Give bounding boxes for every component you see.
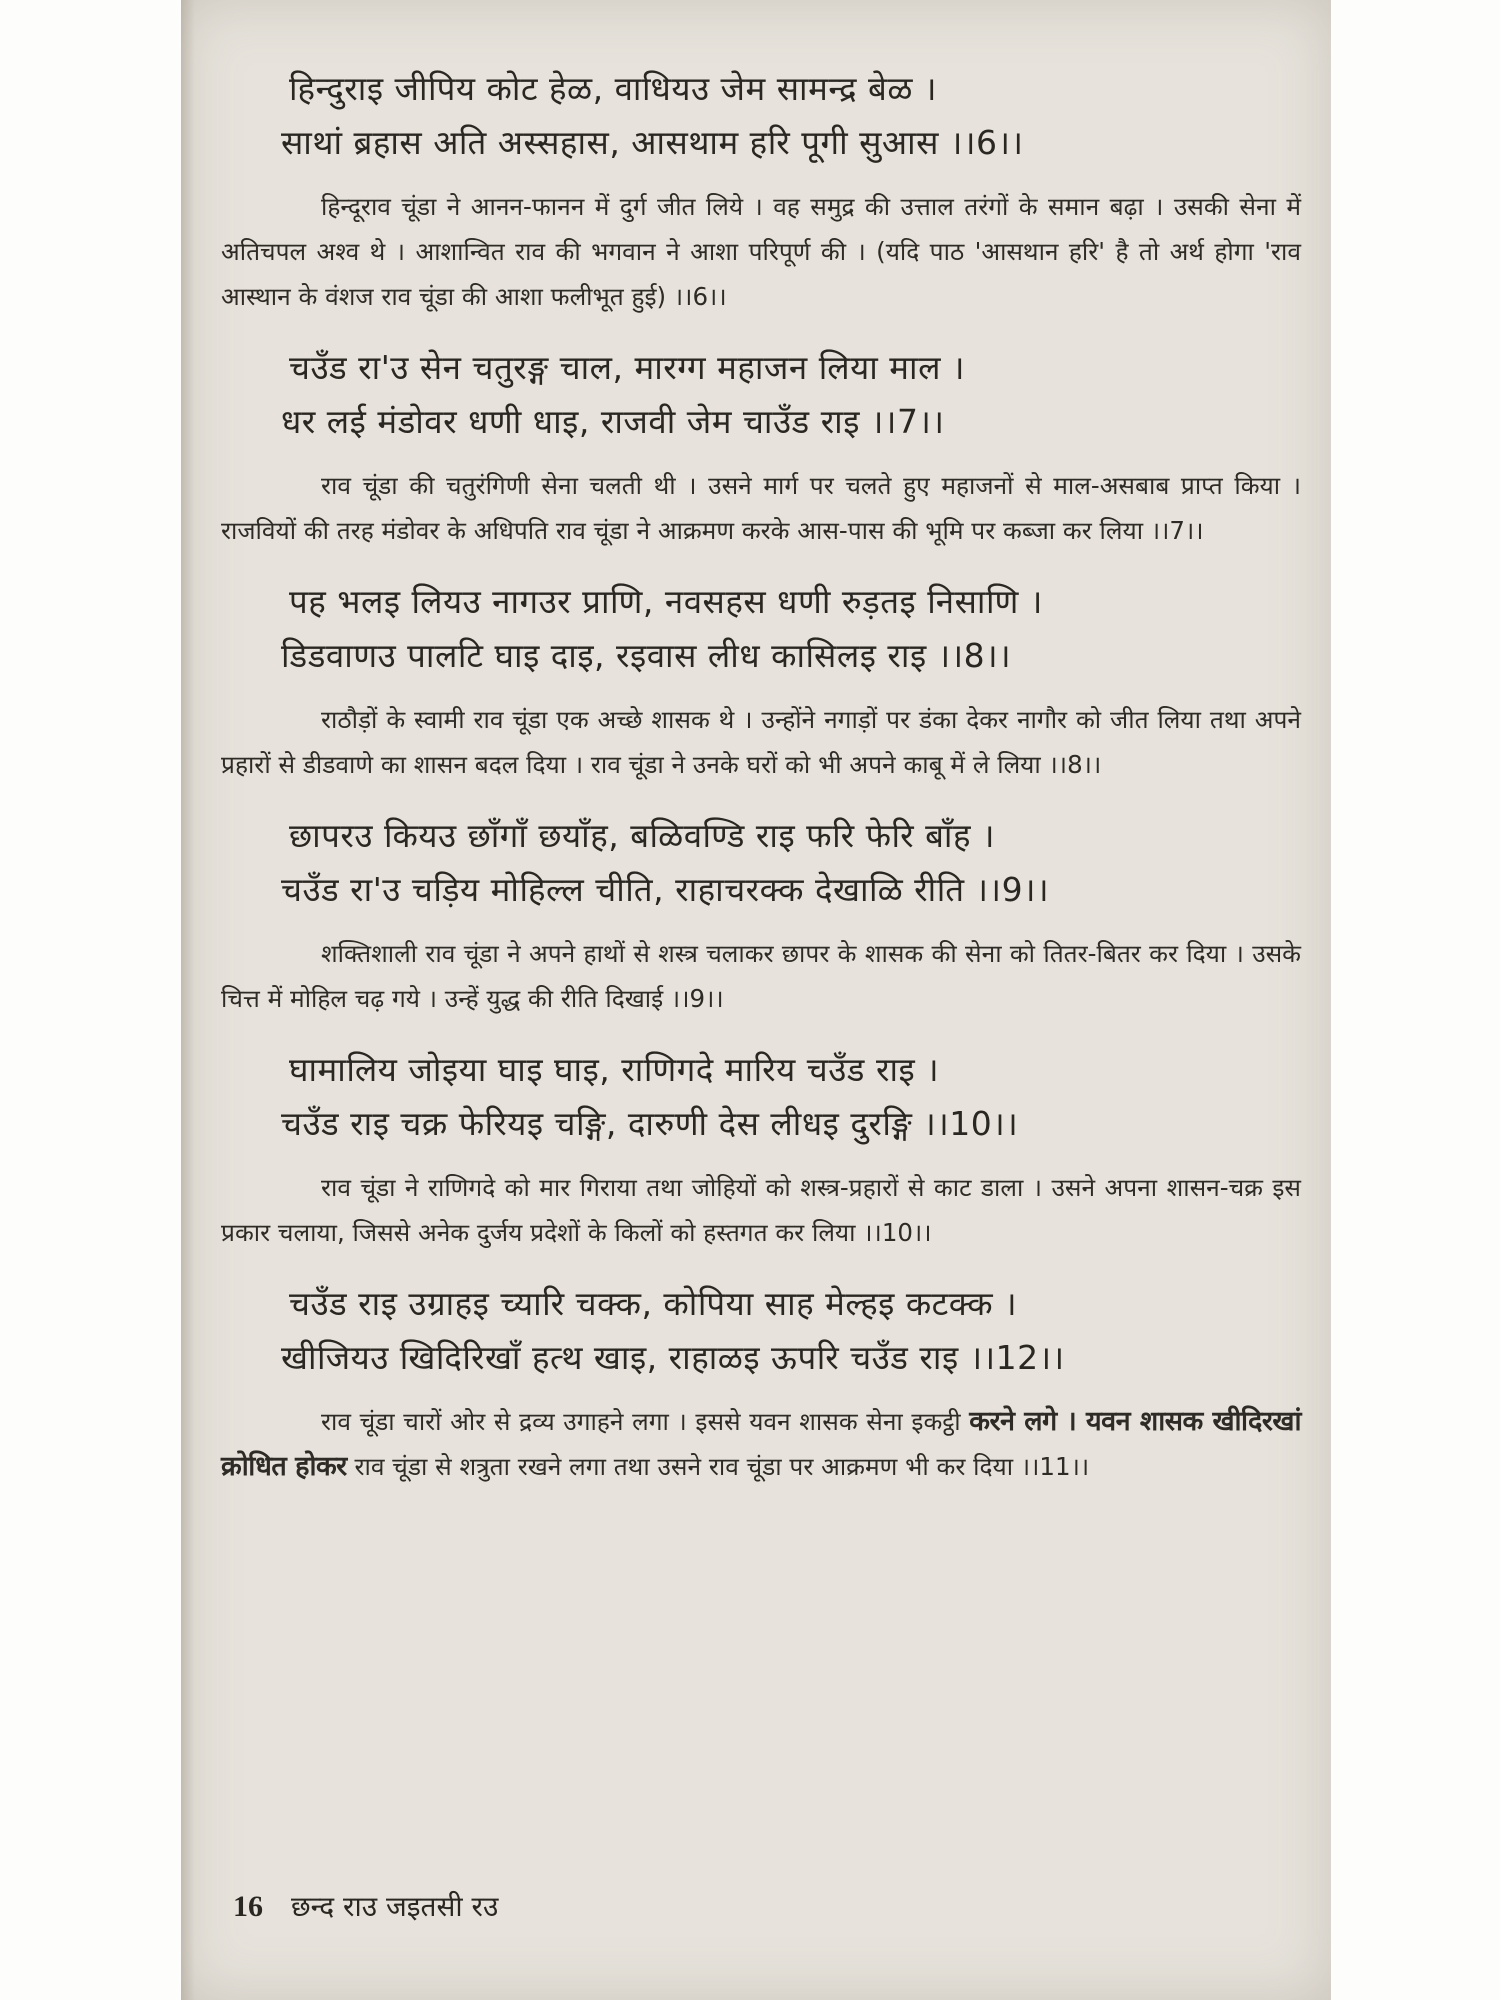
gloss-9: शक्तिशाली राव चूंडा ने अपने हाथों से शस्त्र चलाकर छापर के शासक की सेना को तितर-बितर कर दिया । उसके चित्त में मोहिल चढ़ गये । उन्हें युद्ध की रीति दिखाई ।।9।। — [221, 939, 1301, 1013]
verse-line: पह भलइ लियउ नागउर प्राणि, नवसहस धणी रुड़तइ निसाणि । — [289, 582, 1043, 621]
gloss-6: हिन्दूराव चूंडा ने आनन-फानन में दुर्ग जीत लिये । वह समुद्र की उत्ताल तरंगों के समान बढ़ा । उसकी सेना में अतिचपल अश्व थे । आशान्वित राव की भगवान ने आशा परिपूर्ण की । (यदि पाठ 'आसथान हरि' है तो अर्थ होगा 'राव आस्थान के वंशज राव चूंडा की आशा फलीभूत हुई) ।।6।। — [221, 192, 1301, 311]
gloss-7: राव चूंडा की चतुरंगिणी सेना चलती थी । उसने मार्ग पर चलते हुए महाजनों से माल-असबाब प्राप्त किया । राजवियों की तरह मंडोवर के अधिपति राव चूंडा ने आक्रमण करके आस-पास की भूमि पर कब्जा कर लिया ।।7।। — [221, 471, 1301, 545]
verse-line: खीजियउ खिदिरिखाँ हत्थ खाइ, राहाळइ ऊपरि चउँड राइ ।।12।। — [281, 1338, 1065, 1377]
verse-line: घामालिय जोइया घाइ घाइ, राणिगदे मारिय चउँड राइ । — [289, 1050, 940, 1089]
verse-line: चउँड राइ उग्राहइ च्यारि चक्क, कोपिया साह मेल्हइ कटक्क । — [289, 1284, 1018, 1323]
verse-line: चउँड राइ चक्र फेरियइ चङ्गि, दारुणी देस लीधइ दुरङ्गि ।।10।। — [281, 1104, 1019, 1143]
gloss-11-part-b: करने लगे । यवन शासक खीदिरखां क्रोधित होकर — [221, 1406, 1301, 1482]
verse-9 — [221, 809, 1301, 917]
verse-10 — [221, 1043, 1301, 1151]
verse-6 — [221, 62, 1301, 170]
verse-line: साथां ब्रहास अति अस्सहास, आसथाम हरि पूगी सुआस ।।6।। — [281, 123, 1024, 162]
verse-line: डिडवाणउ पालटि घाइ दाइ, रइवास लीध कासिलइ राइ ।।8।। — [281, 636, 1012, 675]
running-title: छन्द राउ जइतसी रउ — [291, 1890, 499, 1923]
gloss-11-part-a: राव चूंडा चारों ओर से द्रव्य उगाहने लगा । इससे यवन शासक सेना इकट्ठी — [321, 1407, 961, 1436]
verse-line: चउँड रा'उ सेन चतुरङ्ग चाल, मारग्ग महाजन लिया माल । — [289, 348, 965, 387]
book-page — [181, 0, 1331, 2000]
verse-12 — [221, 1277, 1301, 1385]
verse-line: हिन्दुराइ जीपिय कोट हेळ, वाधियउ जेम सामन्द्र बेळ । — [289, 69, 937, 108]
verse-line: चउँड रा'उ चड़िय मोहिल्ल चीति, राहाचरक्क देखाळि रीति ।।9।। — [281, 870, 1050, 909]
verse-7 — [221, 341, 1301, 449]
verse-line: छापरउ कियउ छाँगाँ छयाँह, बळिवण्डि राइ फरि फेरि बाँह । — [289, 816, 996, 855]
gloss-8: राठौड़ों के स्वामी राव चूंडा एक अच्छे शासक थे । उन्होंने नगाड़ों पर डंका देकर नागौर को जीत लिया तथा अपने प्रहारों से डीडवाणे का शासन बदल दिया । राव चूंडा ने उनके घरों को भी अपने काबू में ले लिया ।।8।। — [221, 705, 1301, 779]
gloss-11-part-c: राव चूंडा से शत्रुता रखने लगा तथा उसने राव चूंडा पर आक्रमण भी कर दिया ।।11।। — [354, 1452, 1090, 1481]
gloss-10: राव चूंडा ने राणिगदे को मार गिराया तथा जोहियों को शस्त्र-प्रहारों से काट डाला । उसने अपना शासन-चक्र इस प्रकार चलाया, जिससे अनेक दुर्जय प्रदेशों के किलों को हस्तगत कर लिया ।।10।। — [221, 1173, 1301, 1247]
page-number: 16 — [233, 1890, 263, 1923]
page-footer — [233, 1887, 498, 1925]
page-body — [221, 62, 1301, 1511]
gloss-11 — [221, 1399, 1301, 1489]
verse-8 — [221, 575, 1301, 683]
verse-line: धर लई मंडोवर धणी धाइ, राजवी जेम चाउँड राइ ।।7।। — [281, 402, 945, 441]
